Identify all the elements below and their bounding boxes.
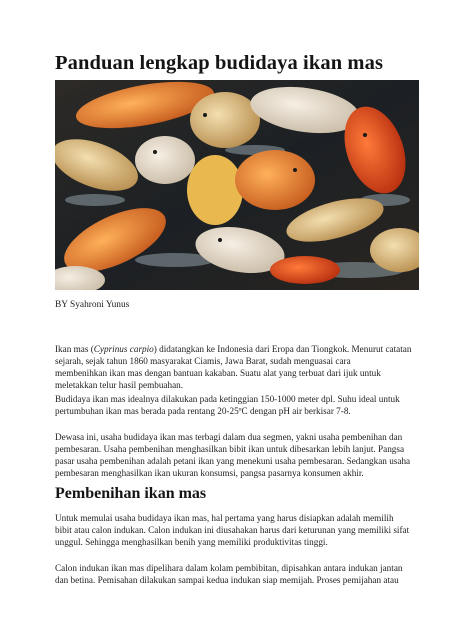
paragraph-line: pembesaran menghasilkan ikan ukuran konsumsi, pangsa pasarnya konsumen akhir.: [55, 468, 364, 478]
koi-fish-photo-icon: [55, 80, 419, 290]
paragraph-intro: [55, 343, 421, 391]
document-title: Panduan lengkap budidaya ikan mas: [55, 52, 384, 74]
paragraph-line: pasar usaha pembenihan adalah petani ikan yang menekuni usaha pembesaran. Sedangkan usaha: [55, 456, 411, 466]
text-span: Ikan mas (: [55, 344, 94, 354]
paragraph-line: pembesaran. Usaha pembenihan menghasilkan bibit ikan untuk dibesarkan lebih lanjut. Pangsa: [55, 444, 405, 454]
paragraph-line: Budidaya ikan mas idealnya dilakukan pada ketinggian 150-1000 meter dpl. Suhu ideal untuk: [55, 394, 400, 404]
paragraph-broodstock: [55, 512, 421, 548]
paragraph-line: meletakkan telur hasil pembuahan.: [55, 380, 184, 390]
paragraph-breeding: [55, 562, 421, 586]
paragraph-ideal-conditions: [55, 393, 421, 417]
paragraph-line: unggul. Sehingga menghasilkan benih yang memiliki produktivitas tinggi.: [55, 537, 328, 547]
text-span: ) didatangkan ke Indonesia dari Eropa dan Tiongkok. Menurut catatan: [153, 344, 412, 354]
paragraph-line: Untuk memulai usaha budidaya ikan mas, hal pertama yang harus disiapkan adalah memilih: [55, 513, 394, 523]
paragraph-line: bibit atau calon indukan. Calon indukan ini diusahakan harus dari keturunan yang memiliki sifat: [55, 525, 410, 535]
latin-name: Cyprinus carpio: [93, 344, 154, 354]
author-byline: BY Syahroni Yunus: [55, 300, 130, 310]
paragraph-segments: [55, 431, 421, 479]
paragraph-line: Calon indukan ikan mas dipelihara dalam kolam pembibitan, dipisahkan antara indukan jantan: [55, 563, 403, 573]
paragraph-line: membenihkan ikan mas dengan bantuan kakaban. Suatu alat yang terbuat dari ijuk untuk: [55, 368, 381, 378]
paragraph-line: [55, 343, 421, 355]
section-heading: Pembenihan ikan mas: [55, 485, 207, 502]
paragraph-line: dan betina. Pemisahan dilakukan sampai kedua indukan siap memijah. Proses pemijahan atau: [55, 575, 399, 585]
paragraph-line: pertumbuhan ikan mas berada pada rentang 20-25ºC dengan pH air berkisar 7-8.: [55, 406, 351, 416]
paragraph-line: Dewasa ini, usaha budidaya ikan mas terbagi dalam dua segmen, yakni usaha pembenihan dan: [55, 432, 403, 442]
koi-fish-photo: [55, 80, 419, 290]
paragraph-line: sejarah, sejak tahun 1860 masyarakat Ciamis, Jawa Barat, sudah menguasai cara: [55, 356, 351, 366]
